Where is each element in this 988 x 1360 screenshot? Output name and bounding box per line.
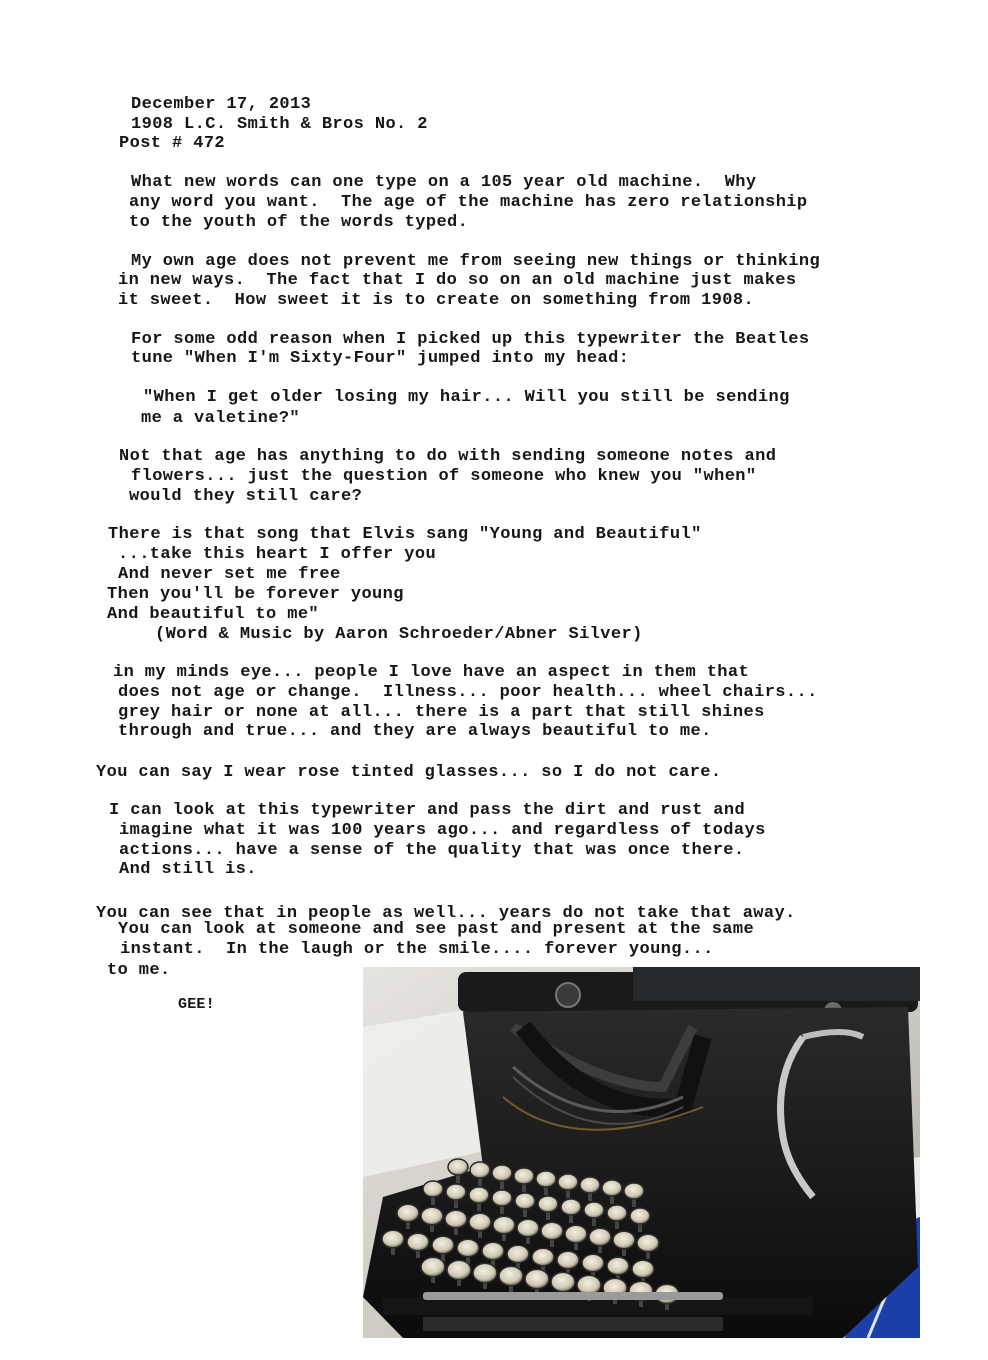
text-line: in my minds eye... people I love have an aspect in them that [113,663,750,682]
typewriter-key [602,1180,622,1196]
typewriter-key [624,1183,644,1199]
text-line: My own age does not prevent me from seeing new things or thinking [131,252,821,271]
typewriter-key [532,1248,554,1266]
text-line: would they still care? [129,487,363,506]
typewriter-key [447,1260,471,1279]
typewriter-key [397,1204,419,1222]
song-line: And beautiful to me" [107,605,320,624]
typewriter-key [492,1190,512,1206]
typewriter-key [423,1181,443,1197]
typewriter-key [632,1260,654,1278]
text-line: does not age or change. Illness... poor health... wheel chairs... [118,683,818,702]
quote-line: "When I get older losing my hair... Will you still be sending [143,388,790,407]
typewriter-key [421,1257,445,1276]
text-line: Not that age has anything to do with sending someone notes and [119,447,777,466]
text-line: any word you want. The age of the machine has zero relationship [129,193,808,212]
song-credit: (Word & Music by Aaron Schroeder/Abner Silver) [155,625,643,644]
typewriter-key [607,1257,629,1275]
typewriter-key [482,1242,504,1260]
typewriter-key [637,1234,659,1252]
typewriter-key [517,1219,539,1237]
text-line: You can see that in people as well... years do not take that away. [96,904,796,923]
text-line: You can say I wear rose tinted glasses... so I do not care. [96,763,722,782]
text-line: through and true... and they are always beautiful to me. [118,722,712,741]
text-line: to the youth of the words typed. [129,213,469,232]
typewriter-key [557,1251,579,1269]
typewriter-key [470,1162,490,1178]
typewriter-key [607,1205,627,1221]
typewriter-key [515,1193,535,1209]
text-line: tune "When I'm Sixty-Four" jumped into my head: [131,349,630,368]
typewriter-key [580,1177,600,1193]
typewriter-key [507,1245,529,1263]
typewriter-key [525,1269,549,1288]
quote-line: me a valetine?" [141,409,301,428]
machine-name: 1908 L.C. Smith & Bros No. 2 [131,115,428,134]
text-line: For some odd reason when I picked up this typewriter the Beatles [131,330,810,349]
signature: GEE! [178,996,215,1013]
song-line: Then you'll be forever young [107,585,404,604]
typewriter-key [407,1233,429,1251]
text-line: flowers... just the question of someone who knew you "when" [131,467,757,486]
text-line: in new ways. The fact that I do so on an old machine just makes [118,271,797,290]
text-line: You can look at someone and see past and present at the same [118,920,755,939]
typewriter-key [551,1272,575,1291]
song-line: ...take this heart I offer you [118,545,437,564]
typewriter-key [499,1266,523,1285]
text-line: imagine what it was 100 years ago... and regardless of todays [119,821,766,840]
typewriter-key [582,1254,604,1272]
letter-date: December 17, 2013 [131,95,312,114]
typewriter-key [469,1187,489,1203]
typewriter-key [558,1174,578,1190]
text-line: actions... have a sense of the quality that was once there. [119,841,745,860]
text-line: grey hair or none at all... there is a part that still shines [118,703,765,722]
typewriter-key [514,1168,534,1184]
song-line: And never set me free [118,565,341,584]
text-line: to me. [107,961,171,980]
typewriter-key [493,1216,515,1234]
typewriter-key [469,1213,491,1231]
typewriter-key [541,1222,563,1240]
typewriter-key [382,1230,404,1248]
text-line: And still is. [119,860,257,879]
typewriter-key [630,1208,650,1224]
typewriter-key [613,1231,635,1249]
typewriter-key [538,1196,558,1212]
typewriter-key [432,1236,454,1254]
typewriter-key [445,1210,467,1228]
typewriter-key [577,1275,601,1294]
typewriter-key [589,1228,611,1246]
typewriter-key [446,1184,466,1200]
text-line: I can look at this typewriter and pass the dirt and rust and [109,801,746,820]
typewriter-key [473,1263,497,1282]
typewriter-key [421,1207,443,1225]
typewriter-key [448,1159,468,1175]
typewriter-photo [363,967,920,1338]
typewriter-key [565,1225,587,1243]
text-line: it sweet. How sweet it is to create on something from 1908. [118,291,755,310]
text-line: instant. In the laugh or the smile.... forever young... [120,940,714,959]
typewriter-key [536,1171,556,1187]
typewriter-key [457,1239,479,1257]
typewriter-key [492,1165,512,1181]
post-number: Post # 472 [119,134,226,153]
vintage-typewriter-photo-icon [363,967,920,1338]
space-bar [423,1292,723,1300]
typewriter-key [561,1199,581,1215]
text-line: What new words can one type on a 105 year old machine. Why [131,173,757,192]
typewriter-key [584,1202,604,1218]
song-line: There is that song that Elvis sang "Young and Beautiful" [108,525,702,544]
